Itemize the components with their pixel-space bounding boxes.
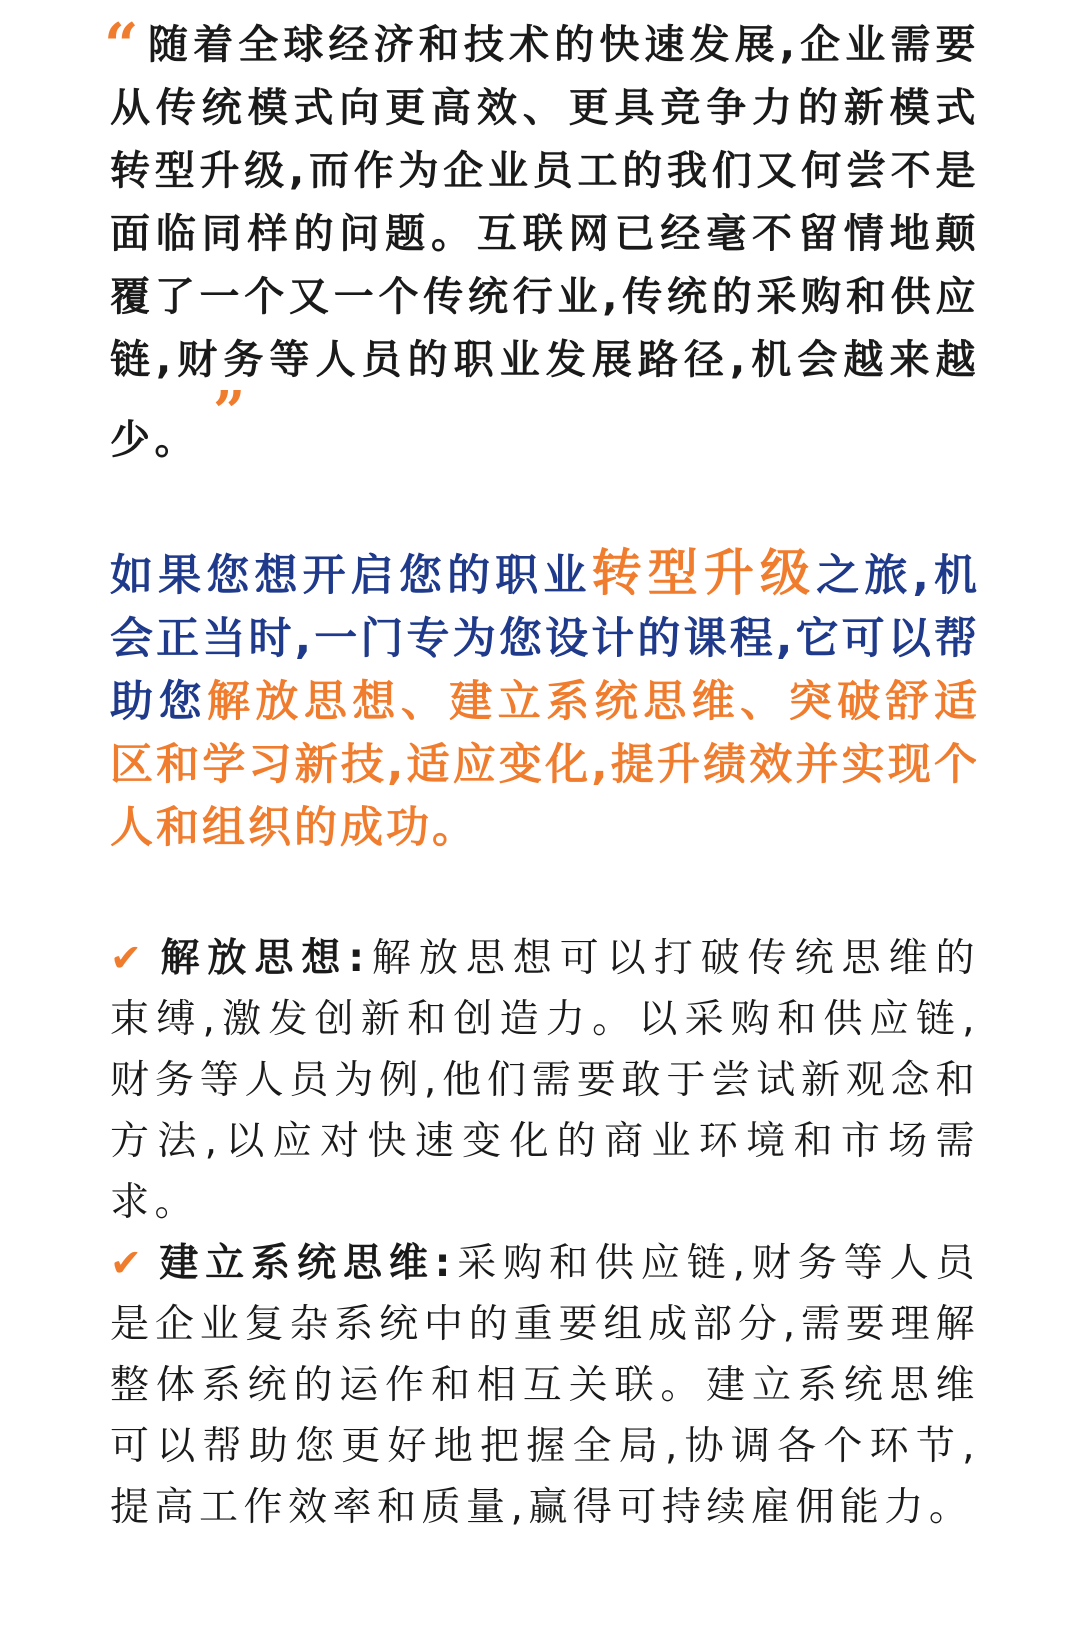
close-quote-icon: ”	[213, 379, 246, 445]
intro-quote-text: 随着全球经济和技术的快速发展,企业需要从传统模式向更高效、更具竞争力的新模式转型升级,而作为企业员工的我们又何尝不是面临同样的问题。互联网已经毫不留情地颠覆了一个又一个传统行业,传统的采购和供应链,财务等人员的职业发展路径,机会越来越少。	[110, 22, 980, 463]
benefit-item	[110, 928, 980, 1233]
benefit-item	[110, 1233, 980, 1538]
open-quote-icon: “	[104, 11, 139, 81]
benefit-title: 建立系统思维:	[158, 1241, 456, 1286]
check-icon: ✔	[110, 936, 148, 980]
cta-text-2: 之旅,机会正当时,一门专为您设计的课程,它可以帮助您	[110, 551, 980, 727]
cta-highlight-benefits: 解放思想、建立系统思维、突破舒适区和学习新技,适应变化,提升绩效并实现个人和组织的成功。	[110, 677, 981, 853]
check-icon: ✔	[110, 1241, 148, 1285]
benefit-title: 解放思想:	[158, 936, 370, 981]
intro-quote	[104, 11, 980, 472]
cta-paragraph	[110, 542, 980, 860]
benefit-body: 解放思想可以打破传统思维的束缚,激发创新和创造力。以采购和供应链,财务等人员为例,他们需要敢于尝试新观念和方法,以应对快速变化的商业环境和市场需求。	[110, 936, 980, 1225]
benefit-list	[110, 928, 980, 1538]
cta-highlight-transform: 转型升级	[591, 544, 817, 602]
benefit-body: 采购和供应链,财务等人员是企业复杂系统中的重要组成部分,需要理解整体系统的运作和相互关联。建立系统思维可以帮助您更好地把握全局,协调各个环节,提高工作效率和质量,赢得可持续雇佣能力。	[110, 1241, 980, 1530]
cta-text-1: 如果您想开启您的职业	[110, 551, 592, 601]
article	[104, 11, 981, 1538]
